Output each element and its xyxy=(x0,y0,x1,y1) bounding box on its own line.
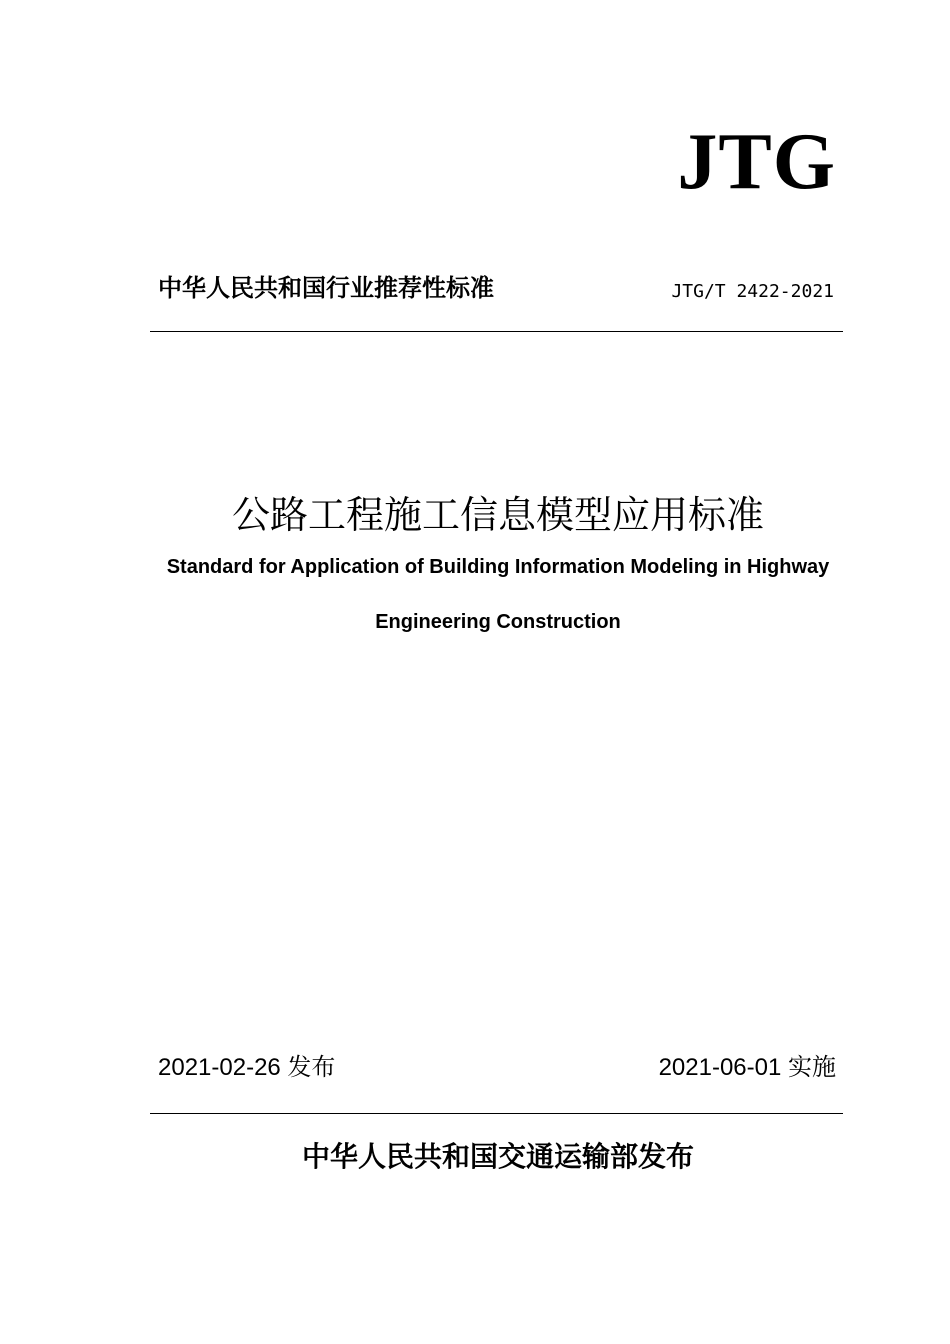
issue-date: 2021-02-26 发布 xyxy=(158,1054,336,1081)
standard-code: JTG/T 2422-2021 xyxy=(671,281,834,302)
document-title-chinese: 公路工程施工信息模型应用标准 xyxy=(231,493,764,537)
document-title-english-line2: Engineering Construction xyxy=(375,611,621,633)
jtg-logo: JTG xyxy=(677,118,836,206)
effective-date: 2021-06-01 实施 xyxy=(658,1054,836,1081)
top-divider xyxy=(150,331,843,332)
standard-category: 中华人民共和国行业推荐性标准 xyxy=(158,274,494,302)
publisher: 中华人民共和国交通运输部发布 xyxy=(301,1140,694,1173)
bottom-divider xyxy=(150,1113,843,1114)
document-title-english-line1: Standard for Application of Building Information Modeling in Highway xyxy=(166,556,830,578)
